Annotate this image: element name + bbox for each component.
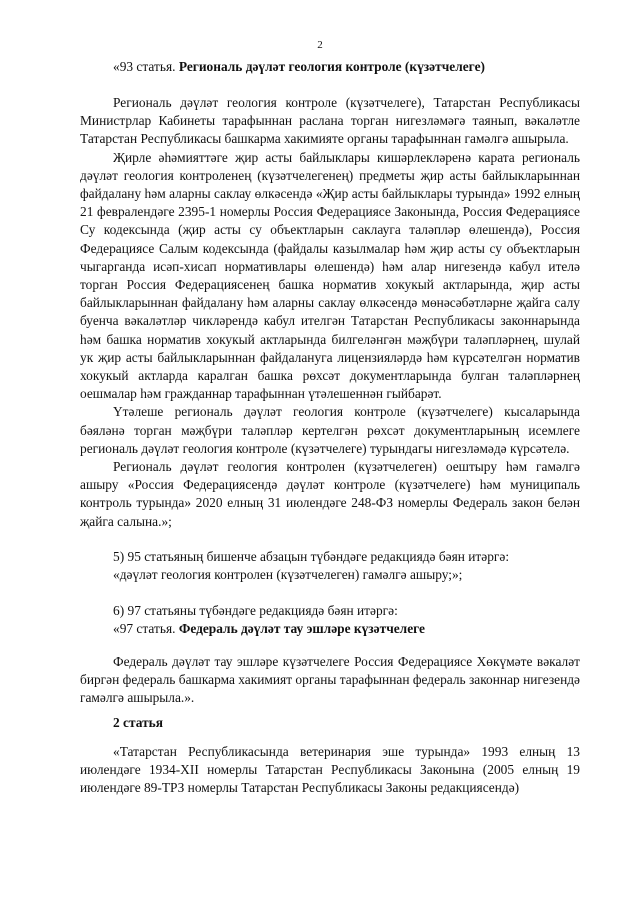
- article-93-paragraph-2: Җирле әһәмияттәге җир асты байлыклары кишәрлекләренә карата региональ дәүләт геология контроленең (күзәтчелегенең) предметы җир асты байлыкларыннан файдалану һәм аларны саклау өлкәсендә «Җир асты байлыклары турында» 1992 елның 21 февралендәге 2395-1 номерлы Россия Федерациясе Законында, Россия Федерациясе Су кодексында (җир асты су объектларын саклауга таләпләр өлешендә), Россия Федерациясе Салым кодексында (файдалы казылмалар һәм җир асты су объектларын чыгарганда исәп-хисап нормативлары өлешендә) һәм алар нигезендә кабул ителә торган Россия Федерациясенең башка норматив хокукый актларында, җир асты байлыкларыннан файдалану һәм аларны саклау өлкәсендә мөнәсәбәтләрне җайга салу буенча вәкаләтләр чикләрендә кабул ителгән Татарстан Республикасы законнарында һәм башка норматив хокукый актларында билгеләнгән мәҗбүри таләпләрнең, шулай ук җир асты байлыкларыннан файдалануга лицензияләрдә һәм күрсәтелгән норматив хокукый актларда каралган башка рөхсәт документларында булган таләпләрнең оешмалар һәм гражданнар тарафыннан үтәлешеннән гыйбарәт.: [80, 149, 580, 402]
- article-2-body: [80, 743, 580, 798]
- article-97-paragraph-1: Федераль дәүләт тау эшләре күзәтчелеге Россия Федерациясе Хөкүмәте вәкаләт биргән федераль башкарма хакимият органы тарафыннан федераль законнар нигезендә гамәлгә ашырыла.».: [80, 654, 580, 706]
- article-97-body: [80, 653, 580, 708]
- article-93-paragraph-3: Үтәлеше региональ дәүләт геология контроле (күзәтчелеге) кысаларында бәяләнә торган мәҗбүри таләпләр кертелгән рөхсәт документларының исемлеге региональ дәүләт геология контроле (күзәтчелеге) турындагы нигезләмәдә күрсәтелә.: [80, 404, 580, 456]
- item-5-line-2: «дәүләт геология контролен (күзәтчелеген) гамәлгә ашыру;»;: [113, 567, 463, 583]
- item-6-block: [80, 602, 580, 638]
- article-93-heading-block: [80, 58, 580, 76]
- article-2-paragraph-1: «Татарстан Республикасында ветеринария эше турында» 1993 елның 13 июлендәге 1934-XII номерлы Татарстан Республикасы Законына (2005 елның 19 июлендәге 89-ТРЗ номерлы Татарстан Республикасы Законы редакциясендә): [80, 744, 580, 796]
- article-93-heading-prefix: «93 статья.: [113, 59, 179, 74]
- article-93-heading-title: Региональ дәүләт геология контроле (күзәтчелеге): [178, 59, 485, 74]
- article-93-paragraph-1: Региональ дәүләт геология контроле (күзәтчелеге), Татарстан Республикасы Министрлар Кабинеты тарафыннан раслана торган нигезләмәгә таянып, вәкаләтле Татарстан Республикасы башкарма хакимияте органы тарафыннан гамәлгә ашырыла.: [80, 95, 580, 147]
- item-6-line-1: 6) 97 статьяны түбәндәге редакциядә бәян итәргә:: [113, 603, 398, 618]
- item-5-block: [80, 548, 580, 584]
- article-97-heading-title: Федераль дәүләт тау эшләре күзәтчелеге: [178, 621, 425, 637]
- article-93-body: [80, 94, 580, 531]
- article-93-paragraph-4: Региональ дәүләт геология контролен (күзәтчелеген) оештыру һәм гамәлгә ашыру «Россия Федерациясендә дәүләт контроле (күзәтчелеге) һәм муниципаль контроль турында» 2020 елның 31 июлендәге 248-ФЗ номерлы Федераль закон белән җайга салына.»;: [80, 459, 580, 529]
- page-number: 2: [317, 39, 323, 51]
- article-97-heading: [80, 620, 580, 638]
- article-93-heading: [80, 58, 580, 76]
- item-5-line-1: 5) 95 статьяның бишенче абзацын түбәндәге редакциядә бәян итәргә:: [113, 549, 510, 564]
- article-2-heading: 2 статья: [113, 715, 163, 730]
- article-2-heading-block: [80, 714, 580, 732]
- article-97-heading-prefix: «97 статья.: [113, 621, 179, 637]
